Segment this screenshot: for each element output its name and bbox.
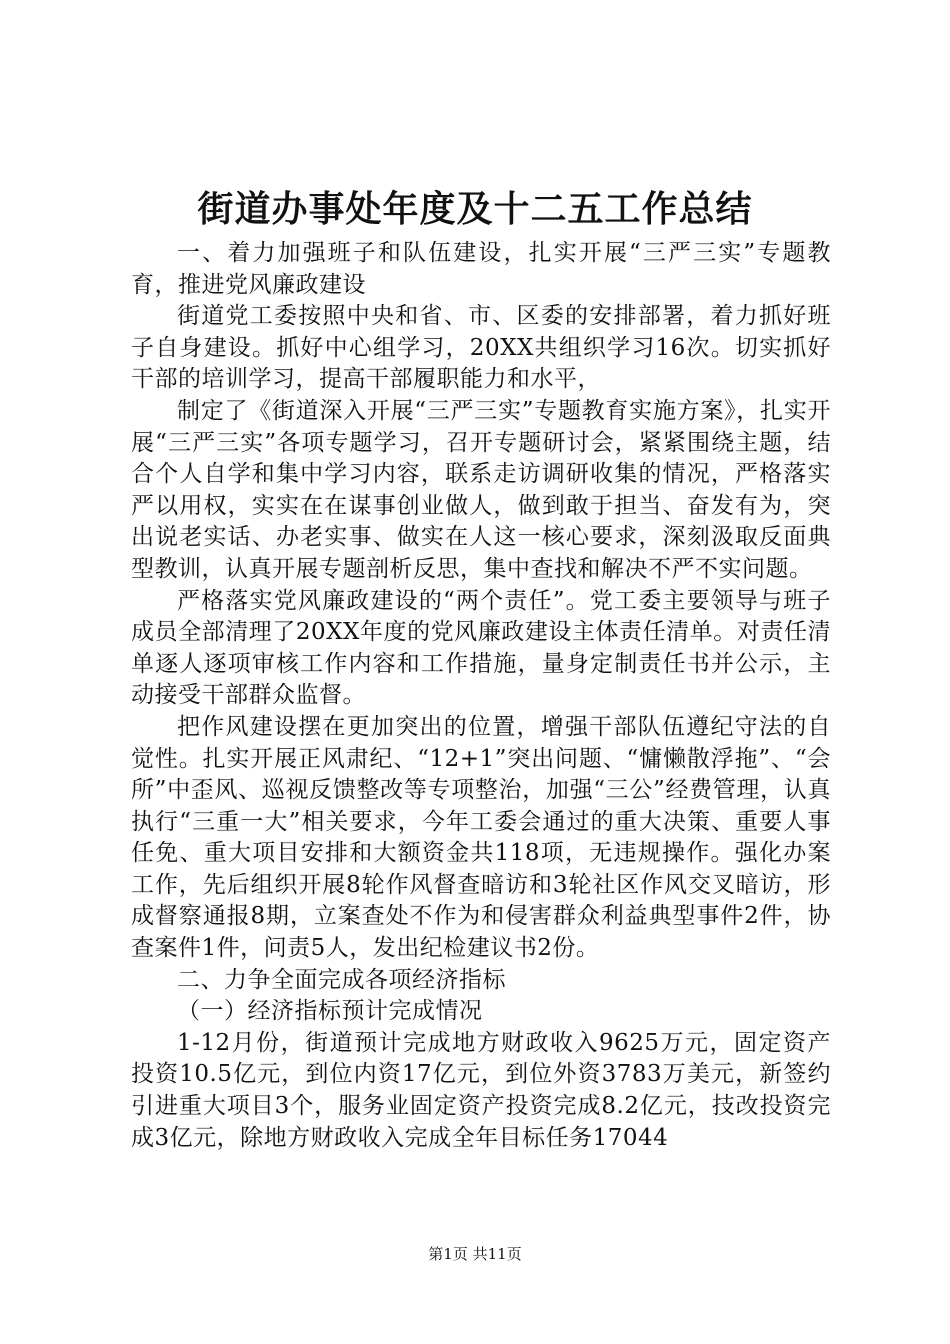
- body-paragraph: 1-12月份，街道预计完成地方财政收入9625万元，固定资产投资10.5亿元，到位内资17亿元，到位外资3783万美元，新签约引进重大项目3个，服务业固定资产投资完成8.2亿元，技改投资完成3亿元，除地方财政收入完成全年目标任务17044: [131, 1029, 831, 1151]
- section-heading-1: 一、着力加强班子和队伍建设，扎实开展“三严三实”专题教育，推进党风廉政建设: [131, 240, 831, 298]
- subsection-heading: （一）经济指标预计完成情况: [177, 998, 483, 1025]
- body-paragraph: 制定了《街道深入开展“三严三实”专题教育实施方案》，扎实开展“三严三实”各项专题学习，召开专题研讨会，紧紧围绕主题，结合个人自学和集中学习内容，联系走访调研收集的情况，严格落实严以用权，实实在在谋事创业做人，做到敢于担当、奋发有为，突出说老实话、办老实事、做实在人这一核心要求，深刻汲取反面典型教训，认真开展专题剖析反思，集中查找和解决不严不实问题。: [131, 397, 831, 582]
- document-body: [131, 238, 831, 1154]
- body-paragraph: 把作风建设摆在更加突出的位置，增强干部队伍遵纪守法的自觉性。扎实开展正风肃纪、“12+1”突出问题、“慵懒散浮拖”、“会所”中歪风、巡视反馈整改等专项整治，加强“三公”经费管理，认真执行“三重一大”相关要求，今年工委会通过的重大决策、重要人事任免、重大项目安排和大额资金共118项，无违规操作。强化办案工作，先后组织开展8轮作风督查暗访和3轮社区作风交叉暗访，形成督察通报8期，立案查处不作为和侵害群众利益典型事件2件，协查案件1件，问责5人，发出纪检建议书2份。: [131, 713, 831, 962]
- document-title: 街道办事处年度及十二五工作总结: [197, 188, 753, 230]
- section-heading-2: 二、力争全面完成各项经济指标: [177, 966, 506, 993]
- body-paragraph: 街道党工委按照中央和省、市、区委的安排部署，着力抓好班子自身建设。抓好中心组学习，20XX共组织学习16次。切实抓好干部的培训学习，提高干部履职能力和水平，: [131, 303, 831, 393]
- body-paragraph: 严格落实党风廉政建设的“两个责任”。党工委主要领导与班子成员全部清理了20XX年度的党风廉政建设主体责任清单。对责任清单逐人逐项审核工作内容和工作措施，量身定制责任书并公示，主动接受干部群众监督。: [131, 587, 831, 709]
- page-number-footer: 第1页 共11页: [428, 1245, 522, 1263]
